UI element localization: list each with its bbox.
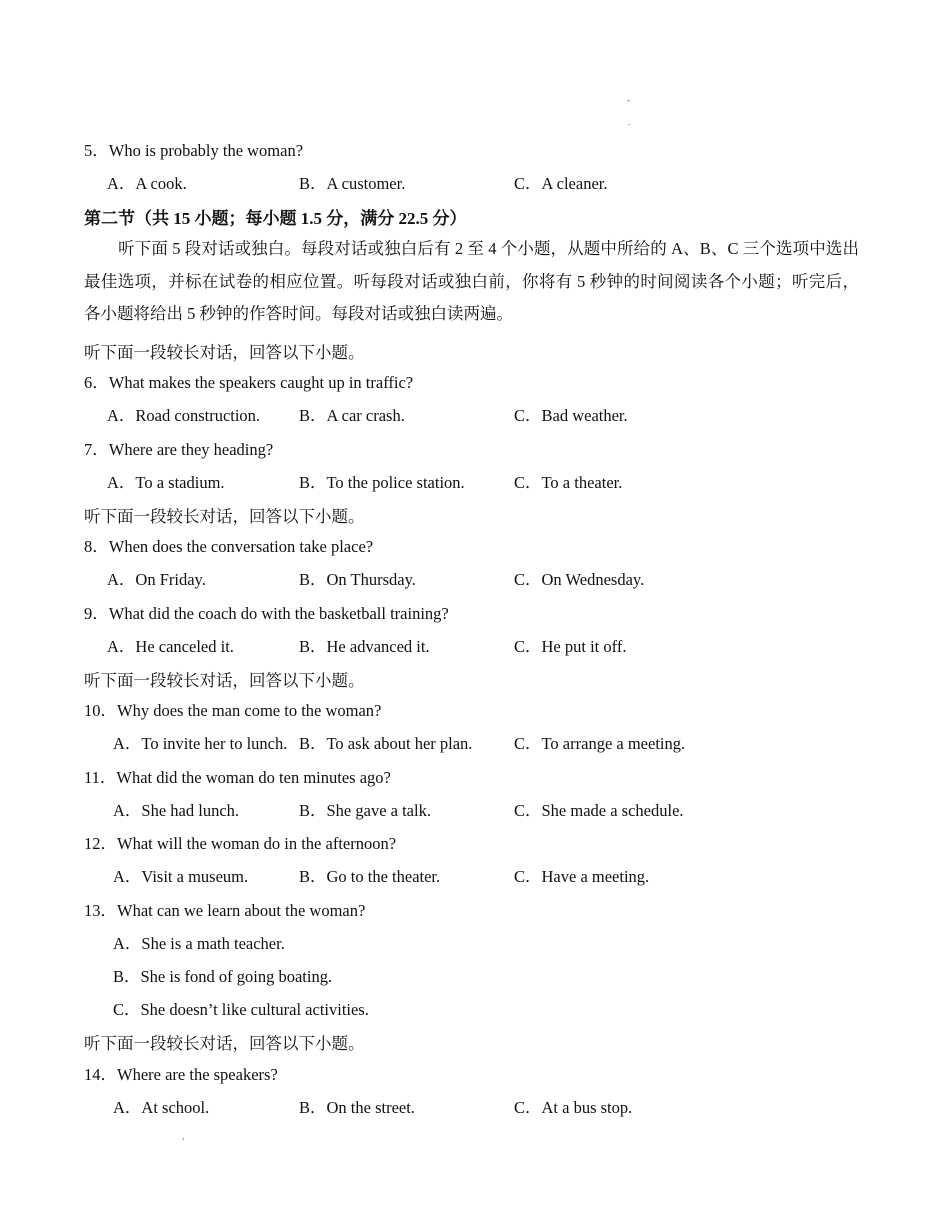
q5-option-a: A．A cook. [107, 174, 187, 193]
q7-option-b: B．To the police station. [299, 473, 465, 492]
q12-option-b: B．Go to the theater. [299, 867, 441, 886]
q13-option-a: A．She is a math teacher. [113, 934, 285, 953]
q8-option-c: C．On Wednesday. [514, 570, 645, 589]
question-6: 6．What makes the speakers caught up in traffic? [84, 373, 414, 392]
question-14: 14．Where are the speakers? [84, 1065, 278, 1084]
q5-option-c: C．A cleaner. [514, 174, 608, 193]
q5-option-b: B．A customer. [299, 174, 406, 193]
listen-prompt: 听下面一段较长对话，回答以下小题。 [84, 1034, 365, 1053]
q6-option-b: B．A car crash. [299, 406, 405, 425]
q11-option-b: B．She gave a talk. [299, 801, 431, 820]
q13-option-c: C．She doesn’t like cultural activities. [113, 1000, 369, 1019]
q6-option-c: C．Bad weather. [514, 406, 628, 425]
question-5: 5．Who is probably the woman? [84, 141, 304, 160]
section-title: 第二节（共 15 小题；每小题 1.5 分，满分 22.5 分） [84, 209, 467, 228]
question-7: 7．Where are they heading? [84, 440, 274, 459]
q12-option-a: A．Visit a museum. [113, 867, 249, 886]
q8-option-a: A．On Friday. [107, 570, 206, 589]
header-mark: - [627, 95, 630, 105]
q9-option-b: B．He advanced it. [299, 637, 430, 656]
q14-option-b: B．On the street. [299, 1098, 415, 1117]
listen-prompt: 听下面一段较长对话，回答以下小题。 [84, 343, 365, 362]
q9-option-a: A．He canceled it. [107, 637, 234, 656]
footer-mark: , [182, 1131, 185, 1141]
q7-option-a: A．To a stadium. [107, 473, 225, 492]
q14-option-a: A．At school. [113, 1098, 210, 1117]
q12-option-c: C．Have a meeting. [514, 867, 650, 886]
q11-option-c: C．She made a schedule. [514, 801, 684, 820]
listen-prompt: 听下面一段较长对话，回答以下小题。 [84, 507, 365, 526]
q8-option-b: B．On Thursday. [299, 570, 416, 589]
q13-option-b: B．She is fond of going boating. [113, 967, 333, 986]
listen-prompt: 听下面一段较长对话，回答以下小题。 [84, 671, 365, 690]
header-mark: . [628, 117, 631, 127]
q6-option-a: A．Road construction. [107, 406, 261, 425]
q11-option-a: A．She had lunch. [113, 801, 240, 820]
q14-option-c: C．At a bus stop. [514, 1098, 633, 1117]
q9-option-c: C．He put it off. [514, 637, 627, 656]
q7-option-c: C．To a theater. [514, 473, 623, 492]
question-8: 8．When does the conversation take place? [84, 537, 374, 556]
question-10: 10．Why does the man come to the woman? [84, 701, 382, 720]
question-13: 13．What can we learn about the woman? [84, 901, 366, 920]
instructions-paragraph [84, 233, 859, 331]
question-11: 11．What did the woman do ten minutes ago? [84, 768, 391, 787]
question-9: 9．What did the coach do with the basketball training? [84, 604, 449, 623]
q10-option-c: C．To arrange a meeting. [514, 734, 686, 753]
question-12: 12．What will the woman do in the afternoon? [84, 834, 397, 853]
instructions-text: 听下面 5 段对话或独白。每段对话或独白后有 2 至 4 个小题，从题中所给的 A、B、C 三个选项中选出最佳选项，并标在试卷的相应位置。听每段对话或独白前，你将有 5 秒钟的时间阅读各个小题；听完后，各小题将给出 5 秒钟的作答时间。每段对话或独白读两遍。 [84, 239, 859, 323]
q10-option-b: B．To ask about her plan. [299, 734, 473, 753]
q10-option-a: A．To invite her to lunch. [113, 734, 288, 753]
